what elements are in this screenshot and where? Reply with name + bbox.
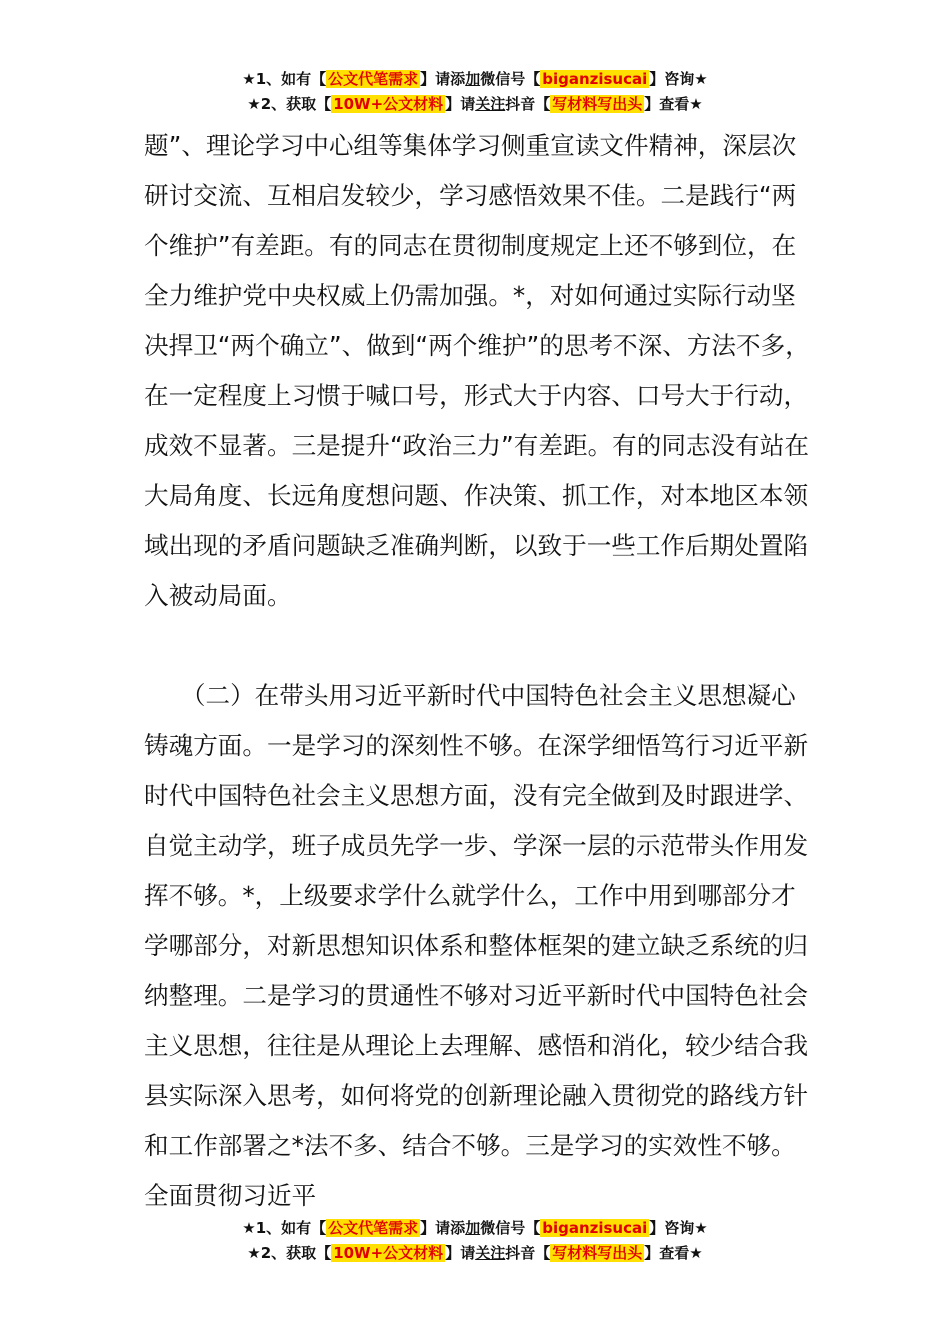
highlight-service: 公文代笔需求 [328,1219,419,1237]
banner-text: ★1、如有【 [242,1219,327,1237]
highlight-service: 公文代笔需求 [328,70,419,88]
banner-line-1 [0,1216,950,1241]
highlight-douyin: 写材料写出头 [552,95,643,113]
header-banner [0,67,950,117]
banner-text: 】咨询★ [649,70,708,88]
banner-text: ★2、获取【 [247,1244,332,1262]
banner-text: 微信号【 [480,1219,541,1237]
banner-underline: 加 [465,1219,481,1237]
highlight-materials: 10W+公文材料 [333,1244,444,1262]
banner-line-1 [0,67,950,92]
highlight-douyin: 写材料写出头 [552,1244,643,1262]
banner-text: 】请 [445,95,476,113]
paragraph: 题”、理论学习中心组等集体学习侧重宣读文件精神，深层次研讨交流、互相启发较少，学习感悟效果不佳。二是践行“两个维护”有差距。有的同志在贯彻制度规定上还不够到位，在全力维护党中央权威上仍需加强。*，对如何通过实际行动坚决捍卫“两个确立”、做到“两个维护”的思考不深、方法不多，在一定程度上习惯于喊口号，形式大于内容、口号大于行动，成效不显著。三是提升“政治三力”有差距。有的同志没有站在大局角度、长远角度想问题、作决策、抓工作，对本地区本领域出现的矛盾问题缺乏准确判断，以致于一些工作后期处置陷入被动局面。 [144,131,810,610]
banner-text: 】查看★ [644,95,703,113]
banner-text: ★2、获取【 [247,95,332,113]
banner-text: 】请添 [420,1219,466,1237]
banner-text: 抖音【 [505,1244,551,1262]
banner-text: 】请添 [420,70,466,88]
footer-banner [0,1216,950,1266]
banner-text: 】咨询★ [649,1219,708,1237]
banner-line-2 [0,92,950,117]
banner-text: 微信号【 [480,70,541,88]
document-body [144,121,814,1221]
highlight-wechat-id: biganzisucai [542,70,648,88]
banner-underline: 关注 [475,95,506,113]
paragraph-gap [144,621,814,671]
banner-underline: 关注 [475,1244,506,1262]
banner-text: 抖音【 [505,95,551,113]
highlight-wechat-id: biganzisucai [542,1219,648,1237]
paragraph: （二）在带头用习近平新时代中国特色社会主义思想凝心铸魂方面。一是学习的深刻性不够。在深学细悟笃行习近平新时代中国特色社会主义思想方面，没有完全做到及时跟进学、自觉主动学，班子成员先学一步、学深一层的示范带头作用发挥不够。*，上级要求学什么就学什么，工作中用到哪部分才学哪部分，对新思想知识体系和整体框架的建立缺乏系统的归纳整理。二是学习的贯通性不够对习近平新时代中国特色社会主义思想，往往是从理论上去理解、感悟和消化，较少结合我县实际深入思考，如何将党的创新理论融入贯彻党的路线方针和工作部署之*法不多、结合不够。三是学习的实效性不够。全面贯彻习近平 [144,681,809,1210]
highlight-materials: 10W+公文材料 [333,95,444,113]
banner-text: 】查看★ [644,1244,703,1262]
banner-underline: 加 [465,70,481,88]
banner-text: 】请 [445,1244,476,1262]
banner-line-2 [0,1241,950,1266]
banner-text: ★1、如有【 [242,70,327,88]
